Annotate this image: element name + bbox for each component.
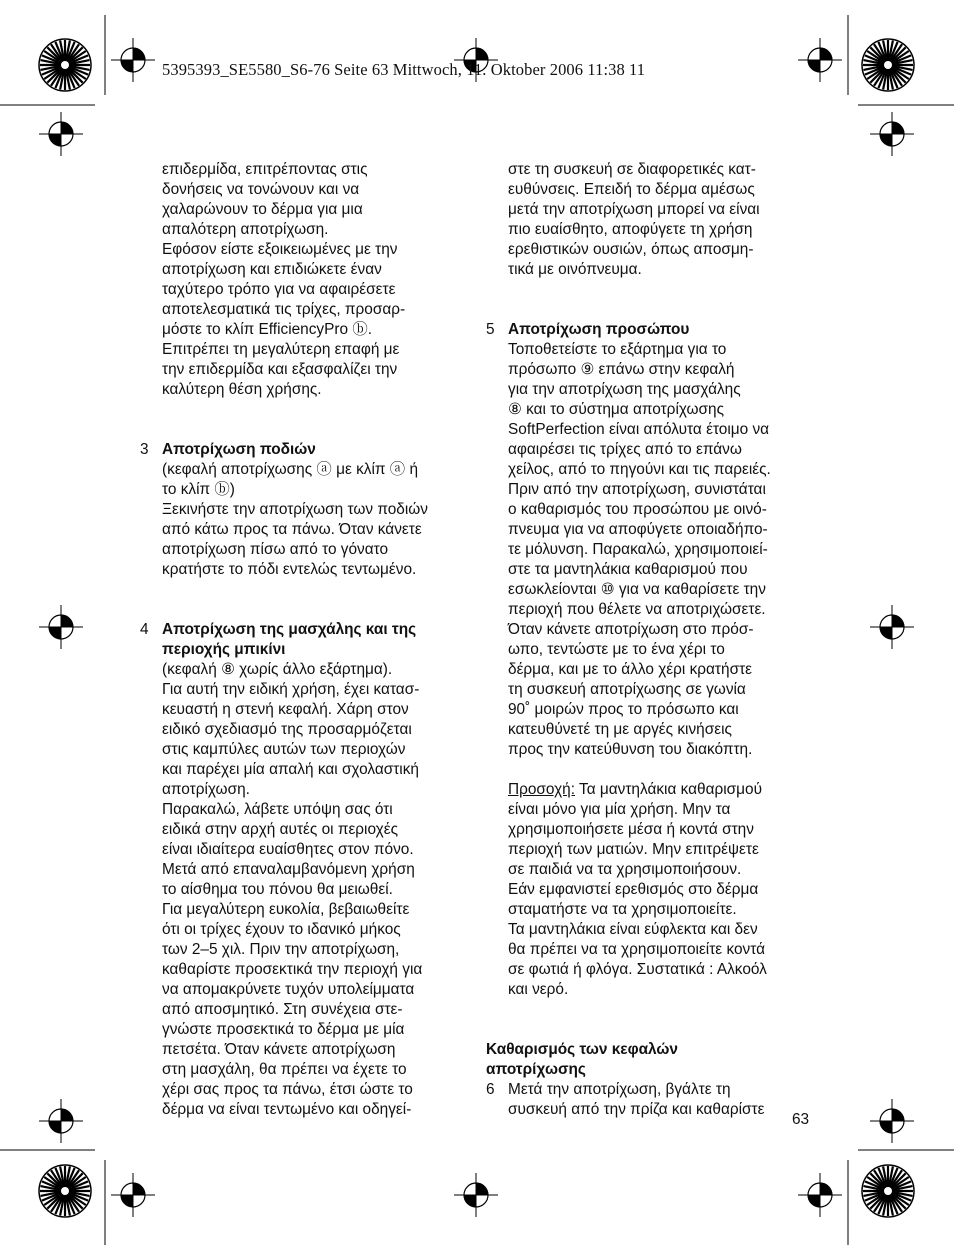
text-line: (κεφαλή ⑧ χωρίς άλλο εξάρτημα). [162, 661, 393, 678]
text-line: στε τα μαντηλάκια καθαρισμού που [508, 561, 748, 578]
text-line: Για αυτή την ειδική χρήση, έχει κατασ- [162, 681, 420, 698]
text-line: απαλότερη αποτρίχωση. [162, 221, 329, 238]
text-line: Μετά από επαναλαμβανόμενη χρήση [162, 861, 415, 878]
text-line: γνώστε προσεκτικά το δέρμα με μία [162, 1021, 405, 1038]
section-leg-epilation [140, 440, 472, 580]
text-line: επιδερμίδα, επιτρέποντας στις [162, 161, 368, 178]
text-line: κατευθύνετέ τη με αργές κινήσεις [508, 721, 732, 738]
text-line: το αίσθημα του πόνου θα μειωθεί. [162, 881, 393, 898]
text-line: ευθύνσεις. Επειδή το δέρμα αμέσως [508, 181, 755, 198]
text-line: ότι οι τρίχες έχουν το ιδανικό μήκος [162, 921, 401, 938]
right-column [486, 160, 818, 1120]
section-title: Αποτρίχωση ποδιών [162, 441, 316, 458]
text-line: πετσέτα. Όταν κάνετε αποτρίχωση [162, 1041, 396, 1058]
text-line: χρησιμοποιήσετε μέσα ή κοντά στην [508, 821, 754, 838]
text-line: Πριν από την αποτρίχωση, συνιστάται [508, 481, 766, 498]
text-line: θα πρέπει να τα χρησιμοποιείτε κοντά [508, 941, 765, 958]
text-line: από αποσμητικό. Στη συνέχεια στε- [162, 1001, 403, 1018]
text-line: Εάν εμφανιστεί ερεθισμός στο δέρμα [508, 881, 759, 898]
text-line: (κεφαλή αποτρίχωσης ⓐ με κλίπ ⓐ ή [162, 461, 419, 478]
text-line: προς την κατεύθυνση του διακόπτη. [508, 741, 753, 758]
text-line: κρατήστε το πόδι εντελώς τεντωμένο. [162, 561, 417, 578]
text-line: στη μασχάλη, θα πρέπει να έχετε το [162, 1061, 407, 1078]
text-line: αποτρίχωση πίσω από το γόνατο [162, 541, 389, 558]
text-line: αποτρίχωση. [162, 781, 250, 798]
text-line: χαλαρώνουν το δέρμα για μια [162, 201, 363, 218]
text-line: πιο ευαίσθητο, αποφύγετε τη χρήση [508, 221, 753, 238]
section-title: Αποτρίχωση προσώπου [508, 321, 690, 338]
text-line: σταματήστε να τα χρησιμοποιείτε. [508, 901, 737, 918]
text-line: σε παιδιά να τα χρησιμοποιήσουν. [508, 861, 742, 878]
text-line: από κάτω προς τα πάνω. Όταν κάνετε [162, 521, 422, 538]
text-line: Τα μαντηλάκια είναι εύφλεκτα και δεν [508, 921, 758, 938]
text-line: Μετά την αποτρίχωση, βγάλτε τη [508, 1081, 731, 1098]
text-line: την επιδερμίδα και εξασφαλίζει την [162, 361, 398, 378]
text-line: Τοποθετείστε το εξάρτημα για το [508, 341, 727, 358]
text-line: χέρι σας προς τα πάνω, έτσι ώστε το [162, 1081, 413, 1098]
text-line: καθαρίστε προσεκτικά την περιοχή για [162, 961, 423, 978]
text-line: και νερό. [508, 981, 569, 998]
left-column [140, 160, 472, 1120]
text-line: σε φωτιά ή φλόγα. Συστατικά : Αλκοόλ [508, 961, 767, 978]
text-line: Εφόσον είστε εξοικειωμένες με την [162, 241, 398, 258]
section-title: Αποτρίχωση της μασχάλης και της [162, 621, 417, 638]
text-line: να απομακρύνετε τυχόν υπολείμματα [162, 981, 415, 998]
text-line: πνευμα για να αποφύγετε οποιαδήπο- [508, 521, 768, 538]
text-line: ⑧ και το σύστημα αποτρίχωσης [508, 401, 725, 418]
text-line: το κλίπ ⓑ) [162, 481, 235, 498]
text-line: Παρακαλώ, λάβετε υπόψη σας ότι [162, 801, 393, 818]
text-span: Τα μαντηλάκια καθαρισμού [575, 781, 763, 798]
section-cleaning [486, 1040, 818, 1120]
text-line: είναι μόνο για μία χρήση. Μην τα [508, 801, 731, 818]
section-title: αποτρίχωσης [486, 1061, 586, 1078]
text-line: αποτελεσματικά τις τρίχες, προσαρ- [162, 301, 406, 318]
print-slug: 5395393_SE5580_S6-76 Seite 63 Mittwoch, 11. Oktober 2006 11:38 11 [162, 60, 646, 79]
text-line: είναι ιδιαίτερα ευαίσθητες στον πόνο. [162, 841, 414, 858]
text-line: των 2–5 χιλ. Πριν την αποτρίχωση, [162, 941, 400, 958]
text-line: ταχύτερο τρόπο για να αφαιρέσετε [162, 281, 396, 298]
text-line: στις καμπύλες αυτών των περιοχών [162, 741, 406, 758]
text-line: Ξεκινήστε την αποτρίχωση των ποδιών [162, 501, 428, 518]
text-line: και παρέχει μία απαλή και σχολαστική [162, 761, 419, 778]
text-line: τε μόλυνση. Παρακαλώ, χρησιμοποιεί- [508, 541, 768, 558]
text-line: δονήσεις να τονώνουν και να [162, 181, 360, 198]
text-line: εσωκλείονται ⑩ για να καθαρίσετε την [508, 581, 766, 598]
text-line: καλύτερη θέση χρήσης. [162, 381, 322, 398]
continued-paragraph [508, 160, 818, 280]
section-title: Καθαρισμός των κεφαλών [486, 1041, 678, 1058]
caution-label: Προσοχή: [508, 781, 575, 798]
section-number: 4 [140, 621, 149, 638]
text-line: ερεθιστικών ουσιών, όπως αποσμη- [508, 241, 754, 258]
text-line: δέρμα να είναι τεντωμένο και οδηγεί- [162, 1101, 412, 1118]
section-face-epilation [486, 320, 818, 760]
text-line: κευαστή η στενή κεφαλή. Χάρη στον [162, 701, 409, 718]
section-number: 5 [486, 321, 495, 338]
text-line: πρόσωπο ⑨ επάνω στην κεφαλή [508, 361, 735, 378]
section-underarm-bikini [140, 620, 472, 1120]
text-line: Όταν κάνετε αποτρίχωση στο πρόσ- [508, 621, 754, 638]
text-line: χείλος, από το πηγούνι και τις παρειές. [508, 461, 771, 478]
text-line: ο καθαρισμός του προσώπου με οινό- [508, 501, 767, 518]
text-line: δέρμα, και με το άλλο χέρι κρατήστε [508, 661, 753, 678]
text-line: συσκευή από την πρίζα και καθαρίστε [508, 1101, 765, 1118]
text-line: μόστε το κλίπ EfficiencyPro ⓑ. [162, 321, 373, 338]
text-line: SoftPerfection είναι απόλυτα έτοιμο να [508, 421, 770, 438]
text-line: τη συσκευή αποτρίχωσης σε γωνία [508, 681, 746, 698]
text-line: ειδικά στην αρχή αυτές οι περιοχές [162, 821, 398, 838]
section-number: 3 [140, 441, 149, 458]
text-line [508, 780, 818, 800]
intro-paragraph [162, 160, 472, 400]
text-line: περιοχή των ματιών. Μην επιτρέψετε [508, 841, 759, 858]
section-title: περιοχής μπικίνι [162, 641, 286, 658]
text-line: αποτρίχωση και επιδιώκετε έναν [162, 261, 382, 278]
text-line: για την αποτρίχωση της μασχάλης [508, 381, 741, 398]
text-line: περιοχή που θέλετε να αποτριχώσετε. [508, 601, 766, 618]
text-line: Επιτρέπει τη μεγαλύτερη επαφή με [162, 341, 400, 358]
page-number: 63 [792, 1111, 810, 1128]
section-number: 6 [486, 1081, 495, 1098]
text-line: μετά την αποτρίχωση μπορεί να είναι [508, 201, 760, 218]
text-line: αφαιρέσει τις τρίχες από το επάνω [508, 441, 742, 458]
caution-paragraph [508, 780, 818, 1000]
text-line: στε τη συσκευή σε διαφορετικές κατ- [508, 161, 756, 178]
text-line: ωπο, τεντώστε με το ένα χέρι το [508, 641, 725, 658]
text-line: Για μεγαλύτερη ευκολία, βεβαιωθείτε [162, 901, 410, 918]
text-line: ειδικό σχεδιασμό της προσαρμόζεται [162, 721, 412, 738]
text-line: 90˚ μοιρών προς το πρόσωπο και [508, 701, 739, 718]
text-line: τικά με οινόπνευμα. [508, 261, 642, 278]
